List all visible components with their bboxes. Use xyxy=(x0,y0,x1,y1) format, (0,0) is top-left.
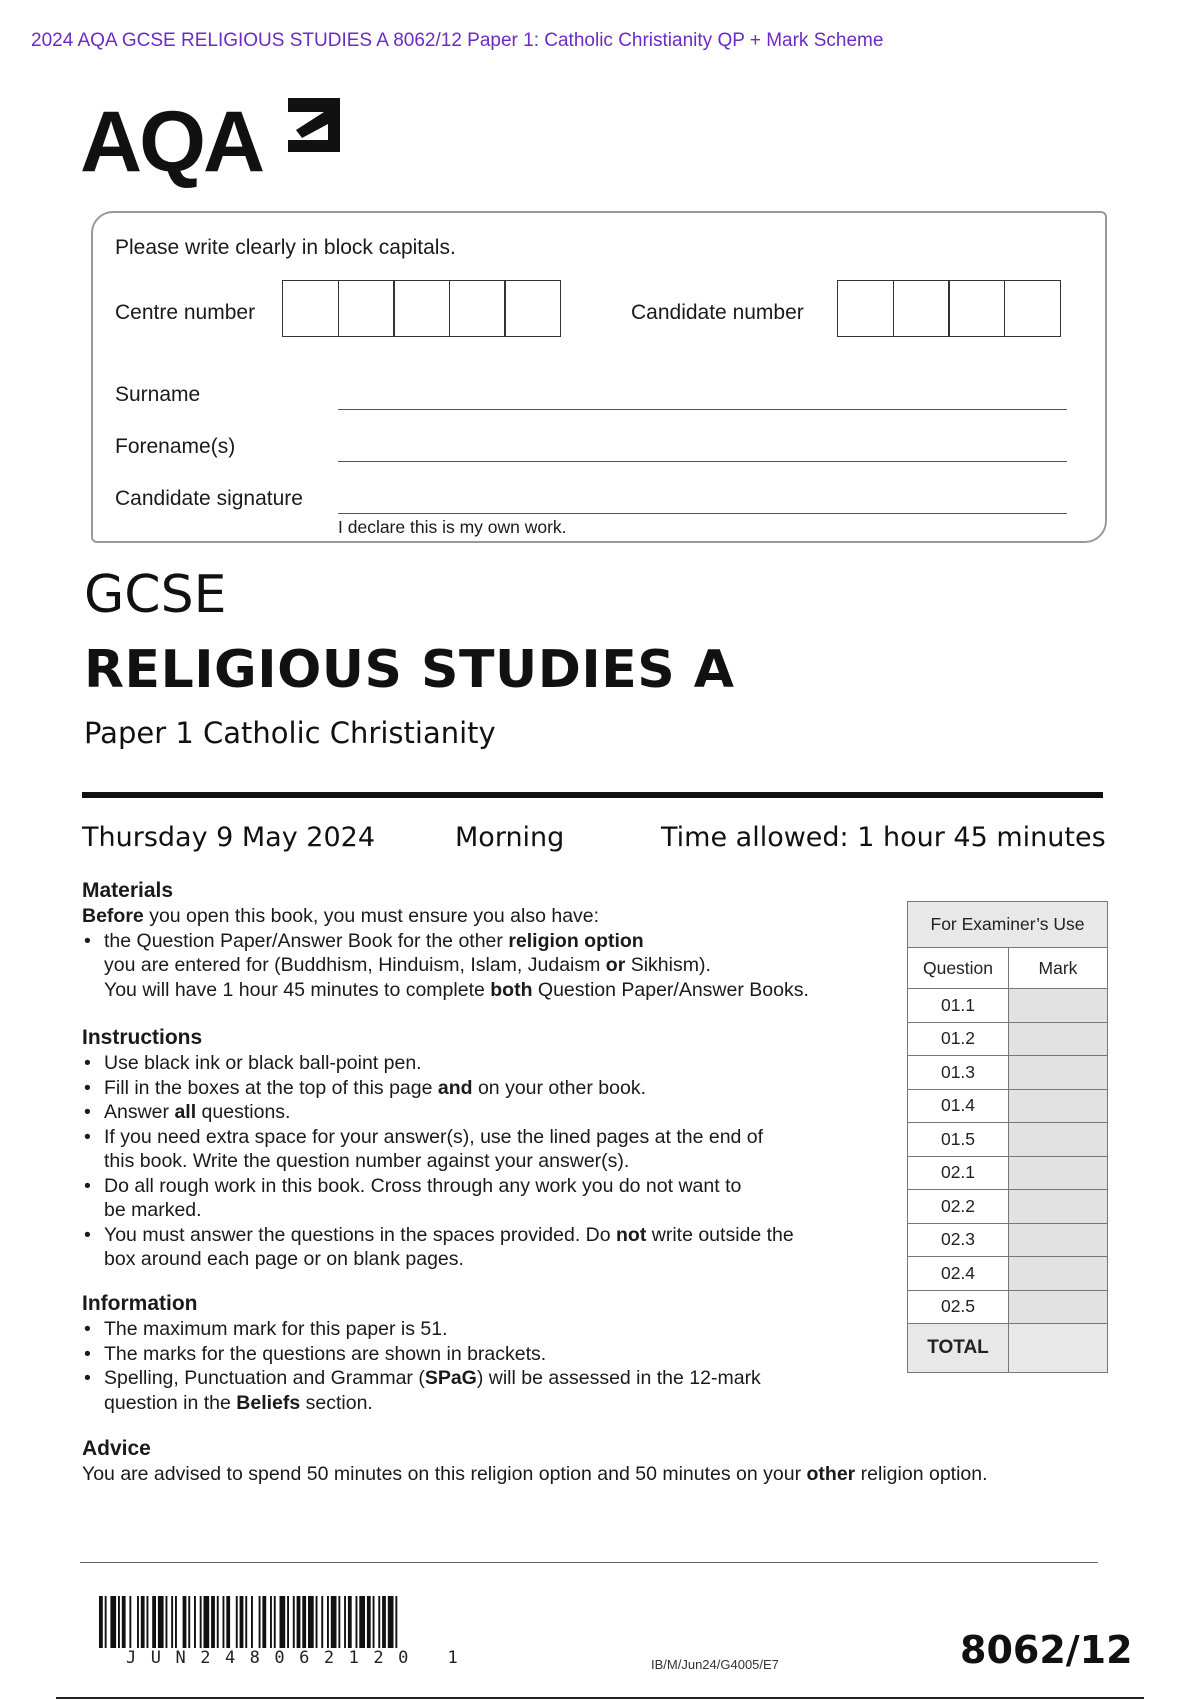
information-item: • Spelling, Punctuation and Grammar (SPaG) will be assessed in the 12-mark question in the Beliefs section. xyxy=(82,1366,902,1415)
instructions-heading: Instructions xyxy=(82,1026,203,1049)
information-heading: Information xyxy=(82,1292,198,1315)
mark-cell xyxy=(1009,1190,1108,1224)
mark-cell xyxy=(1009,1223,1108,1257)
page-bottom-rule xyxy=(56,1697,1144,1699)
barcode-bar xyxy=(129,1596,131,1648)
barcode-bar xyxy=(166,1596,168,1648)
mark-cell xyxy=(1009,1089,1108,1123)
paper-title: Paper 1 Catholic Christianity xyxy=(84,716,496,750)
mark-cell xyxy=(1009,1022,1108,1056)
barcode-bar xyxy=(217,1596,219,1648)
barcode-bar xyxy=(321,1596,323,1648)
barcode-bar xyxy=(270,1596,272,1648)
barcode-bar xyxy=(175,1596,177,1648)
barcode-bar xyxy=(183,1596,187,1648)
total-mark-cell xyxy=(1009,1324,1108,1373)
barcode-bar xyxy=(338,1596,340,1648)
examiner-use-table xyxy=(907,901,1108,1373)
question-column-header: Question xyxy=(908,948,1009,989)
barcode-bar xyxy=(388,1596,394,1648)
barcode-bar xyxy=(302,1596,306,1648)
barcode-bar xyxy=(344,1596,346,1648)
advice-heading: Advice xyxy=(82,1437,151,1460)
candidate-details-box xyxy=(91,211,1107,543)
barcode-bar xyxy=(211,1596,215,1648)
mark-cell xyxy=(1009,1257,1108,1291)
candidate-number-digit[interactable] xyxy=(948,280,1005,337)
materials-heading: Materials xyxy=(82,879,174,902)
instructions-section xyxy=(82,1025,902,1272)
barcode-bar xyxy=(274,1596,276,1648)
barcode-bar xyxy=(262,1596,266,1648)
barcode-bar xyxy=(356,1596,358,1648)
barcode-bar xyxy=(280,1596,286,1648)
advice-text: You are advised to spend 50 minutes on this religion option and 50 minutes on your other religion option. xyxy=(82,1463,988,1485)
centre-number-label: Centre number xyxy=(115,301,256,324)
barcode-bar xyxy=(367,1596,371,1648)
mark-column-header: Mark xyxy=(1009,948,1108,989)
centre-number-boxes[interactable] xyxy=(282,280,560,337)
candidate-number-digit[interactable] xyxy=(1004,280,1061,337)
instruction-item: • If you need extra space for your answer(s), use the lined pages at the end of this book. Write the question number against your answer(s). xyxy=(82,1125,902,1174)
barcode-bar xyxy=(395,1596,397,1648)
candidate-number-label: Candidate number xyxy=(631,301,804,324)
candidate-number-boxes[interactable] xyxy=(837,280,1059,337)
barcode-bar xyxy=(171,1596,173,1648)
instruction-item: • Fill in the boxes at the top of this page and on your other book. xyxy=(82,1076,902,1101)
examiner-table-title: For Examiner’s Use xyxy=(908,902,1108,948)
question-number: 02.1 xyxy=(908,1156,1009,1190)
question-number: 02.2 xyxy=(908,1190,1009,1224)
question-number: 02.4 xyxy=(908,1257,1009,1291)
forenames-label: Forename(s) xyxy=(115,435,236,458)
subject-title: RELIGIOUS STUDIES A xyxy=(84,640,735,700)
centre-number-digit[interactable] xyxy=(504,280,561,337)
centre-number-digit[interactable] xyxy=(449,280,506,337)
barcode-bar xyxy=(188,1596,190,1648)
footer-divider xyxy=(80,1562,1098,1563)
barcode-bar xyxy=(240,1596,244,1648)
information-item: • The maximum mark for this paper is 51. xyxy=(82,1317,902,1342)
exam-session: Morning xyxy=(455,822,565,853)
instruction-item: • Use black ink or black ball-point pen. xyxy=(82,1051,902,1076)
materials-section xyxy=(82,878,902,1002)
mark-cell xyxy=(1009,1123,1108,1157)
qualification-title: GCSE xyxy=(84,565,227,625)
barcode-number: JUN248062120 1 xyxy=(126,1648,473,1668)
barcode-bar xyxy=(141,1596,145,1648)
barcode-bar xyxy=(110,1596,116,1648)
candidate-number-digit[interactable] xyxy=(837,280,894,337)
signature-field[interactable] xyxy=(338,513,1067,514)
forenames-field[interactable] xyxy=(338,461,1067,462)
mark-cell xyxy=(1009,1056,1108,1090)
question-number: 01.4 xyxy=(908,1089,1009,1123)
barcode-bar xyxy=(194,1596,196,1648)
title-divider xyxy=(82,792,1103,798)
barcode-bar xyxy=(158,1596,164,1648)
mark-cell xyxy=(1009,1156,1108,1190)
barcode-bar xyxy=(236,1596,238,1648)
barcode-bar xyxy=(223,1596,225,1648)
question-number: 02.3 xyxy=(908,1223,1009,1257)
block-capitals-instruction: Please write clearly in block capitals. xyxy=(115,236,456,259)
barcode-bar xyxy=(204,1596,210,1648)
materials-intro: Before you open this book, you must ensure you also have: xyxy=(82,905,600,927)
question-number: 01.1 xyxy=(908,989,1009,1023)
barcode-bar xyxy=(316,1596,318,1648)
barcode-bar xyxy=(297,1596,301,1648)
barcode-bar xyxy=(373,1596,375,1648)
mark-cell xyxy=(1009,989,1108,1023)
signature-label: Candidate signature xyxy=(115,487,303,510)
instruction-item: • Do all rough work in this book. Cross through any work you do not want to be marked. xyxy=(82,1174,902,1223)
barcode-bar xyxy=(331,1596,337,1648)
aqa-logo-mark-icon xyxy=(280,94,344,156)
question-number: 01.5 xyxy=(908,1123,1009,1157)
barcode-bar xyxy=(259,1596,261,1648)
barcode-bar xyxy=(359,1596,365,1648)
information-item: • The marks for the questions are shown in brackets. xyxy=(82,1342,902,1367)
barcode-bar xyxy=(118,1596,120,1648)
barcode-bar xyxy=(105,1596,107,1648)
barcode-bar xyxy=(200,1596,202,1648)
advice-section xyxy=(82,1436,1112,1487)
barcode-bar xyxy=(287,1596,289,1648)
time-allowed: Time allowed: 1 hour 45 minutes xyxy=(661,822,1106,853)
barcode-bar xyxy=(293,1596,295,1648)
barcode-bar xyxy=(308,1596,314,1648)
centre-number-digit[interactable] xyxy=(393,280,450,337)
materials-item: • the Question Paper/Answer Book for the other religion option you are entered for (Buddhism, Hinduism, Islam, Judaism or Sikhism). You will have 1 hour 45 minutes to complete both Question Paper/Answer Books. xyxy=(82,929,902,1003)
question-number: 02.5 xyxy=(908,1290,1009,1324)
barcode-bar xyxy=(226,1596,230,1648)
candidate-number-digit[interactable] xyxy=(893,280,950,337)
question-number: 01.2 xyxy=(908,1022,1009,1056)
surname-field[interactable] xyxy=(338,409,1067,410)
instruction-item: • Answer all questions. xyxy=(82,1100,902,1125)
barcode-bar xyxy=(378,1596,380,1648)
barcode-bar xyxy=(99,1596,103,1648)
barcode-bar xyxy=(147,1596,149,1648)
total-label: TOTAL xyxy=(908,1324,1009,1373)
paper-code: 8062/12 xyxy=(960,1628,1133,1672)
instruction-item: • You must answer the questions in the spaces provided. Do not write outside the box around each page or on blank pages. xyxy=(82,1223,902,1272)
barcode-bar xyxy=(382,1596,386,1648)
mark-cell xyxy=(1009,1290,1108,1324)
exam-date: Thursday 9 May 2024 xyxy=(82,822,376,853)
barcode-bar xyxy=(251,1596,253,1648)
centre-number-digit[interactable] xyxy=(338,280,395,337)
reference-code: IB/M/Jun24/G4005/E7 xyxy=(651,1657,779,1672)
barcode-bar xyxy=(348,1596,352,1648)
barcode-bar xyxy=(327,1596,329,1648)
question-number: 01.3 xyxy=(908,1056,1009,1090)
aqa-logo: AQA xyxy=(80,92,350,192)
declaration-text: I declare this is my own work. xyxy=(338,517,567,537)
barcode-bar xyxy=(137,1596,139,1648)
document-header: 2024 AQA GCSE RELIGIOUS STUDIES A 8062/12 Paper 1: Catholic Christianity QP + Mark Scheme xyxy=(31,30,884,51)
barcode-bar xyxy=(245,1596,247,1648)
barcode xyxy=(99,1596,511,1648)
surname-label: Surname xyxy=(115,383,201,406)
barcode-bar xyxy=(122,1596,126,1648)
barcode-bar xyxy=(152,1596,156,1648)
centre-number-digit[interactable] xyxy=(282,280,339,337)
information-section xyxy=(82,1291,902,1415)
